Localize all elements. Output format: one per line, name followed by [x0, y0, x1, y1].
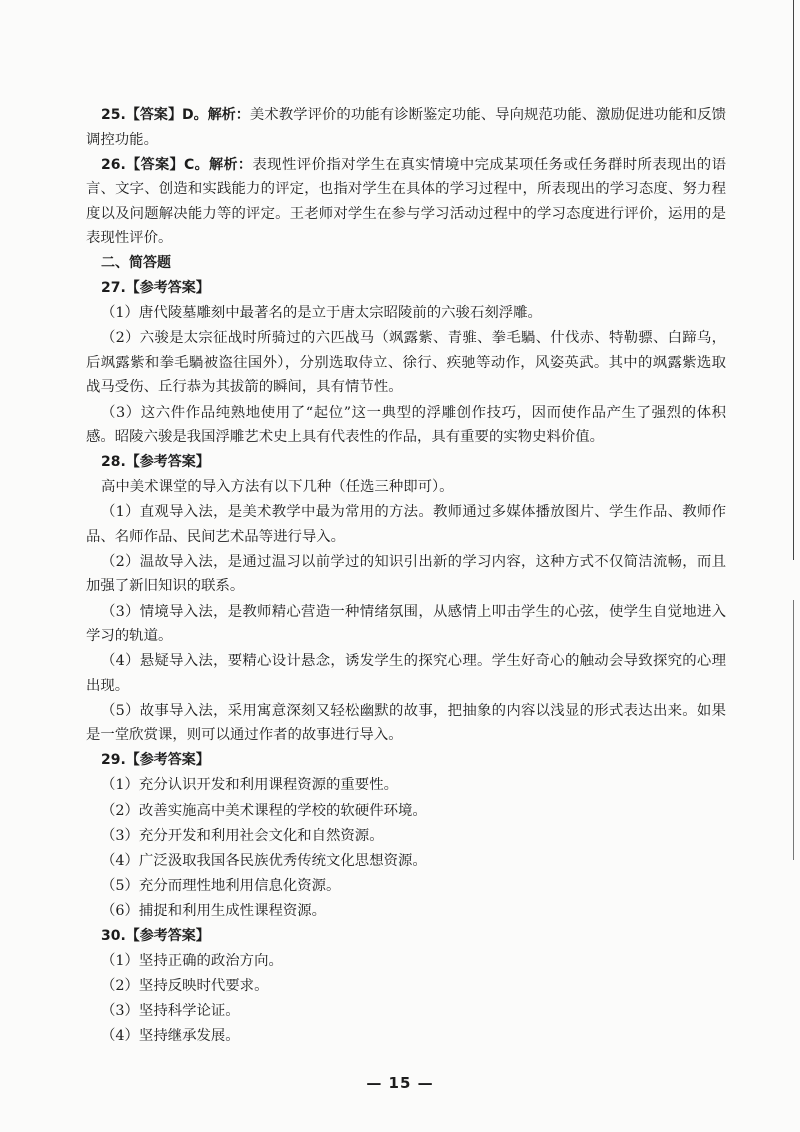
- list-item: （2）改善实施高中美术课程的学校的软硬件环境。: [101, 802, 427, 819]
- list-item: （1）唐代陵墓雕刻中最著名的是立于唐太宗昭陵前的六骏石刻浮雕。: [101, 305, 542, 322]
- list-item: （3）情境导入法，是教师精心营造一种情绪氛围，从感情上叩击学生的心弦，使学生自觉地进入学习的轨道。: [86, 603, 726, 645]
- list-item: （2）坚持反映时代要求。: [101, 978, 269, 995]
- list-item: （2）温故导入法，是通过温习以前学过的知识引出新的学习内容，这种方式不仅简洁流畅，而且加强了新旧知识的联系。: [86, 553, 726, 595]
- document-body: [86, 103, 726, 1049]
- answer-choice: C。: [183, 156, 210, 173]
- answer-choice: D。: [182, 107, 208, 123]
- page-number: — 15 —: [366, 1074, 434, 1092]
- list-item: （5）故事导入法，采用寓意深刻又轻松幽默的故事，把抽象的内容以浅显的形式表达出来。如果是一堂欣赏课，则可以通过作者的故事进行导入。: [86, 702, 726, 744]
- analysis-label: 解析：: [209, 156, 253, 173]
- list-item: （1）直观导入法，是美术教学中最为常用的方法。教师通过多媒体播放图片、学生作品、教师作品、名师作品、民间艺术品等进行导入。: [86, 504, 726, 545]
- list-item: （6）捕捉和利用生成性课程资源。: [101, 902, 327, 919]
- question-number: 25.: [101, 107, 126, 123]
- list-item: （1）坚持正确的政治方向。: [101, 953, 283, 970]
- section-heading: 二、简答题: [101, 255, 171, 272]
- scan-edge-line: [793, 0, 794, 560]
- answer-27-heading: 27.【参考答案】: [101, 280, 210, 297]
- answer-30-heading: 30.【参考答案】: [101, 927, 210, 944]
- scan-edge-line: [793, 600, 794, 860]
- answer-tag: 【答案】: [125, 107, 183, 123]
- list-item: （3）这六件作品纯熟地使用了“起位”这一典型的浮雕创作技巧，因而使作品产生了强烈的体积感。昭陵六骏是我国浮雕艺术史上具有代表性的作品，具有重要的实物史料价值。: [86, 404, 726, 446]
- answer-26: [86, 153, 726, 251]
- list-item: （4）坚持继承发展。: [101, 1028, 240, 1045]
- answer-tag: 【答案】: [125, 156, 184, 173]
- answer-25: [86, 103, 726, 152]
- list-item: （5）充分而理性地利用信息化资源。: [101, 877, 341, 894]
- list-item: （4）广泛汲取我国各民族优秀传统文化思想资源。: [101, 852, 427, 869]
- list-item: （3）坚持科学论证。: [101, 1003, 240, 1020]
- answer-28-heading: 28.【参考答案】: [101, 454, 210, 471]
- list-item: （3）充分开发和利用社会文化和自然资源。: [101, 827, 384, 844]
- list-item: （4）悬疑导入法，要精心设计悬念，诱发学生的探究心理。学生好奇心的触动会导致探究的心理出现。: [86, 653, 726, 694]
- analysis-text: 表现性评价指对学生在真实情境中完成某项任务或任务群时所表现出的语言、文字、创造和实践能力的评定，也指对学生在具体的学习过程中，所表现出的学习态度、努力程度以及问题解决能力等的评定。王老师对学生在参与学习活动过程中的学习态度进行评价，运用的是表现性评价。: [86, 156, 726, 247]
- analysis-label: 解析：: [207, 107, 250, 123]
- analysis-text: 美术教学评价的功能有诊断鉴定功能、导向规范功能、激励促进功能和反馈调控功能。: [86, 107, 726, 148]
- list-item: （2）六骏是太宗征战时所骑过的六匹战马（飒露紫、青骓、拳毛騧、什伐赤、特勒骠、白蹄乌，后飒露紫和拳毛騧被盗往国外），分别选取侍立、徐行、疾驰等动作，风姿英武。其中的飒露紫选取战马受伤、丘行恭为其拔箭的瞬间，具有情节性。: [86, 330, 726, 396]
- answer-29-heading: 29.【参考答案】: [101, 752, 210, 769]
- answer-28-intro: 高中美术课堂的导入方法有以下几种（任选三种即可）。: [101, 479, 454, 496]
- question-number: 26.: [101, 156, 126, 173]
- list-item: （1）充分认识开发和利用课程资源的重要性。: [101, 777, 398, 794]
